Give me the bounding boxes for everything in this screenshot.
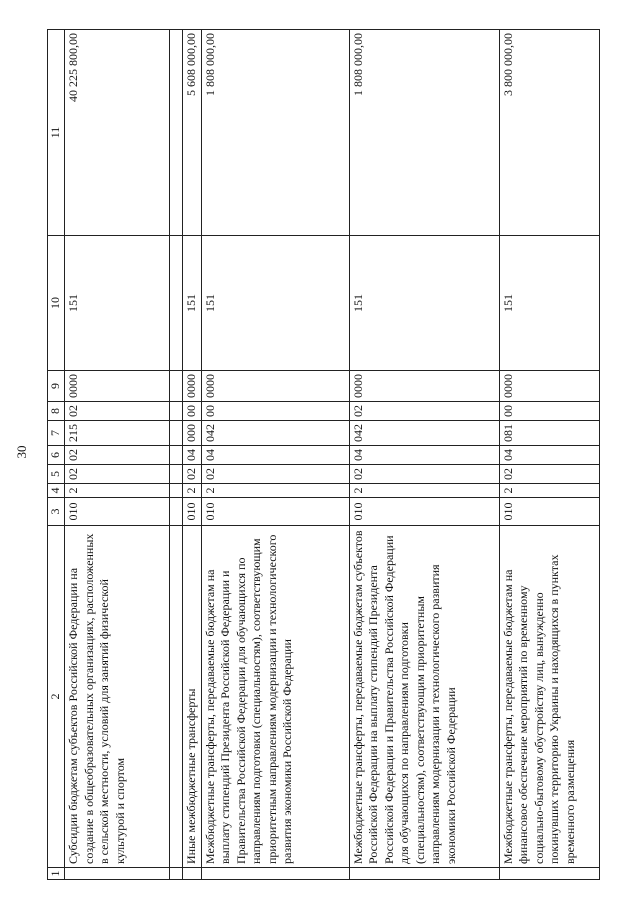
table-cell (170, 421, 183, 446)
column-header: 3 (48, 498, 65, 526)
table-cell: 081 (499, 421, 599, 446)
table-cell: 151 (183, 236, 202, 371)
table-cell: 02 (65, 465, 170, 484)
amount-cell: 40 225 800,00 (65, 30, 170, 236)
table-cell: 151 (349, 236, 499, 371)
table-cell: 042 (201, 421, 349, 446)
table-cell: 02 (201, 465, 349, 484)
table-cell: 04 (349, 446, 499, 465)
table-cell: 2 (201, 484, 349, 498)
table-cell: 010 (183, 498, 202, 526)
table-cell: 04 (499, 446, 599, 465)
table-cell (170, 498, 183, 526)
table-cell: 010 (201, 498, 349, 526)
amount-cell: 1 808 000,00 (349, 30, 499, 236)
table-cell: 02 (65, 446, 170, 465)
table-cell: 010 (499, 498, 599, 526)
column-header: 6 (48, 446, 65, 465)
table-cell (170, 402, 183, 421)
table-cell: 000 (183, 421, 202, 446)
column-header: 11 (48, 30, 65, 236)
column-header: 10 (48, 236, 65, 371)
column-header: 5 (48, 465, 65, 484)
column-header: 7 (48, 421, 65, 446)
table-cell (349, 868, 499, 880)
table-cell (201, 868, 349, 880)
table-cell: 0000 (65, 371, 170, 402)
header-row (48, 30, 65, 880)
table-cell (65, 868, 170, 880)
table-cell: 02 (349, 402, 499, 421)
column-header: 1 (48, 868, 65, 880)
table-cell: 151 (65, 236, 170, 371)
table-cell: 00 (201, 402, 349, 421)
column-header: 4 (48, 484, 65, 498)
table-cell: 02 (183, 465, 202, 484)
column-header: 2 (48, 526, 65, 868)
table-cell: 0000 (499, 371, 599, 402)
table-cell: 042 (349, 421, 499, 446)
table-row (499, 30, 599, 880)
table-cell: 02 (499, 465, 599, 484)
table-cell: 151 (201, 236, 349, 371)
table-cell (499, 868, 599, 880)
amount-cell (170, 30, 183, 236)
table-row (201, 30, 349, 880)
table-cell: 2 (65, 484, 170, 498)
table-row (349, 30, 499, 880)
table-cell (170, 446, 183, 465)
amount-cell: 3 800 000,00 (499, 30, 599, 236)
table-row (183, 30, 202, 880)
table-cell: 00 (499, 402, 599, 421)
table-cell: 2 (183, 484, 202, 498)
table-cell (183, 868, 202, 880)
table-row (65, 30, 170, 880)
description-cell: Иные межбюджетные трансферты (183, 526, 202, 868)
budget-table (47, 29, 600, 880)
table-cell: 02 (349, 465, 499, 484)
table-cell: 0000 (201, 371, 349, 402)
description-cell: Межбюджетные трансферты, передаваемые бюджетам на выплату стипендий Президента Российской Федерации и Правительства Российской Федерации для обучающихся по направлениям подготовки (специальностям), соответствующим приоритетным направлениям модернизации и технологического развития экономики Российской Федерации (201, 526, 349, 868)
table-cell (170, 371, 183, 402)
page-number: 30 (14, 445, 29, 459)
description-cell (170, 526, 183, 868)
amount-cell: 1 808 000,00 (201, 30, 349, 236)
table-cell (170, 868, 183, 880)
table-cell: 2 (499, 484, 599, 498)
description-cell: Межбюджетные трансферты, передаваемые бюджетам на финансовое обеспечение мероприятий по временному социально-бытовому обустройству лиц, вынужденно покинувших территорию Украины и находящихся в пунктах временного размещения (499, 526, 599, 868)
table-cell (170, 465, 183, 484)
table-cell: 010 (65, 498, 170, 526)
table-cell (170, 236, 183, 371)
rotated-table-container (47, 30, 609, 880)
table-cell (170, 484, 183, 498)
table-cell: 04 (183, 446, 202, 465)
table-cell: 010 (349, 498, 499, 526)
table-cell: 215 (65, 421, 170, 446)
table-cell: 02 (65, 402, 170, 421)
description-cell: Межбюджетные трансферты, передаваемые бюджетам субъектов Российской Федерации на выплату стипендий Президента Российской Федерации и Правительства Российской Федерации для обучающихся по направлениям подготовки (специальностям), соответствующим приоритетным направлениям модернизации и технологического развития экономики Российской Федерации (349, 526, 499, 868)
column-header: 9 (48, 371, 65, 402)
amount-cell: 5 608 000,00 (183, 30, 202, 236)
table-cell: 0000 (183, 371, 202, 402)
table-cell: 0000 (349, 371, 499, 402)
description-cell: Субсидии бюджетам субъектов Российской Федерации на создание в общеобразовательных организациях, расположенных в сельской местности, условий для занятий физической культурой и спортом (65, 526, 170, 868)
table-cell: 04 (201, 446, 349, 465)
column-header: 8 (48, 402, 65, 421)
table-cell: 151 (499, 236, 599, 371)
table-cell: 2 (349, 484, 499, 498)
table-cell: 00 (183, 402, 202, 421)
table-row (170, 30, 183, 880)
